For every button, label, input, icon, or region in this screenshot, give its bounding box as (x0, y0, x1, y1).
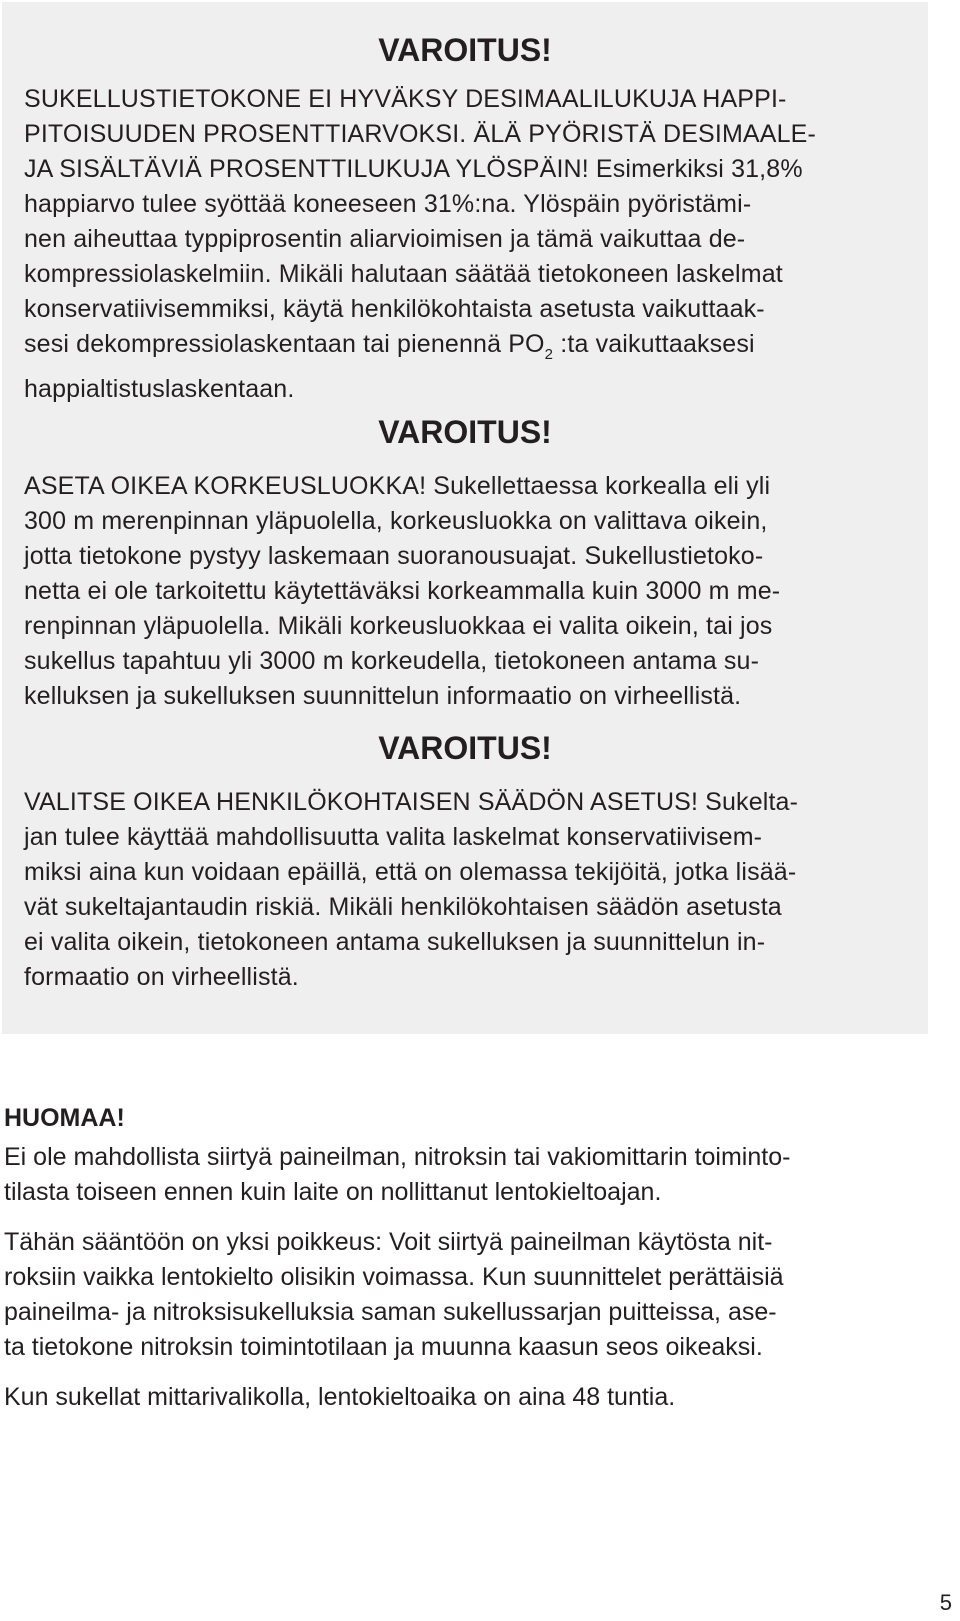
warning-3-line: formaatio on virheellistä. (24, 963, 299, 991)
warning-title-1: VAROITUS! (378, 32, 552, 68)
note-paragraph-2 (4, 1225, 924, 1365)
note-line: ta tietokone nitroksin toimintotilaan ja muunna kaasun seos oikeaksi. (4, 1333, 763, 1361)
warning-2-line: sukellus tapahtuu yli 3000 m korkeudella, tietokoneen antama su- (24, 647, 760, 675)
warning-text-3 (24, 785, 908, 995)
warning-2-line: jotta tietokone pystyy laskemaan suoranousuajat. Sukellustietoko- (24, 542, 764, 570)
warning-text-2 (24, 469, 908, 714)
note-line: tilasta toiseen ennen kuin laite on nollittanut lentokieltoajan. (4, 1178, 662, 1206)
warning-1-line: happialtistuslaskentaan. (24, 375, 295, 403)
warning-2-line: renpinnan yläpuolella. Mikäli korkeusluokkaa ei valita oikein, tai jos (24, 612, 773, 640)
note-line: Ei ole mahdollista siirtyä paineilman, nitroksin tai vakiomittarin toiminto- (4, 1143, 791, 1171)
warning-1-po2-line (24, 327, 908, 372)
po2-text-after: :ta vaikuttaaksesi (553, 330, 755, 358)
warning-1-line: JA SISÄLTÄVIÄ PROSENTTILUKUJA YLÖSPÄIN! Esimerkiksi 31,8% (24, 155, 803, 183)
warning-title-2: VAROITUS! (378, 414, 552, 450)
warning-box (2, 2, 928, 1034)
warning-1-line: kompressiolaskelmiin. Mikäli halutaan säätää tietokoneen laskelmat (24, 260, 783, 288)
warning-3-line: jan tulee käyttää mahdollisuutta valita laskelmat konservatiivisem- (24, 823, 763, 851)
page-number: 5 (939, 1590, 952, 1615)
note-line: Tähän sääntöön on yksi poikkeus: Voit siirtyä paineilman käytösta nit- (4, 1228, 773, 1256)
note-line: Kun sukellat mittarivalikolla, lentokieltoaika on aina 48 tuntia. (4, 1383, 676, 1411)
warning-1-line: SUKELLUSTIETOKONE EI HYVÄKSY DESIMAALILUKUJA HAPPI- (24, 85, 787, 113)
po2-subscript: 2 (544, 346, 554, 363)
warning-2-line: kelluksen ja sukelluksen suunnittelun informaatio on virheellistä. (24, 682, 742, 710)
warning-1-line: nen aiheuttaa typpiprosentin aliarvioimisen ja tämä vaikuttaa de- (24, 225, 746, 253)
warning-2-line: 300 m merenpinnan yläpuolella, korkeusluokka on valittava oikein, (24, 507, 768, 535)
warning-3-line: vät sukeltajantaudin riskiä. Mikäli henkilökohtaisen säädön asetusta (24, 893, 782, 921)
note-paragraph-1 (4, 1140, 924, 1210)
warning-2-line: ASETA OIKEA KORKEUSLUOKKA! Sukellettaessa korkealla eli yli (24, 472, 771, 500)
note-title: HUOMAA! (4, 1104, 125, 1132)
warning-3-line: miksi aina kun voidaan epäillä, että on olemassa tekijöitä, jotka lisää- (24, 858, 797, 886)
note-paragraph-3 (4, 1380, 924, 1415)
warning-2-line: netta ei ole tarkoitettu käytettäväksi korkeammalla kuin 3000 m me- (24, 577, 781, 605)
warning-3-line: VALITSE OIKEA HENKILÖKOHTAISEN SÄÄDÖN ASETUS! Sukelta- (24, 788, 799, 816)
note-line: roksiin vaikka lentokielto olisikin voimassa. Kun suunnittelet perättäisiä (4, 1263, 784, 1291)
warning-title-3: VAROITUS! (378, 730, 552, 766)
po2-text-before: sesi dekompressiolaskentaan tai pienennä PO (24, 330, 545, 358)
warning-1-line: konservatiivisemmiksi, käytä henkilökohtaista asetusta vaikuttaak- (24, 295, 765, 323)
warning-3-line: ei valita oikein, tietokoneen antama sukelluksen ja suunnittelun in- (24, 928, 766, 956)
warning-1-line: happiarvo tulee syöttää koneeseen 31%:na. Ylöspäin pyöristämi- (24, 190, 752, 218)
note-line: paineilma- ja nitroksisukelluksia saman sukellussarjan puitteissa, ase- (4, 1298, 777, 1326)
warning-1-line: PITOISUUDEN PROSENTTIARVOKSI. ÄLÄ PYÖRISTÄ DESIMAALE- (24, 120, 816, 148)
warning-text-1 (24, 82, 908, 407)
